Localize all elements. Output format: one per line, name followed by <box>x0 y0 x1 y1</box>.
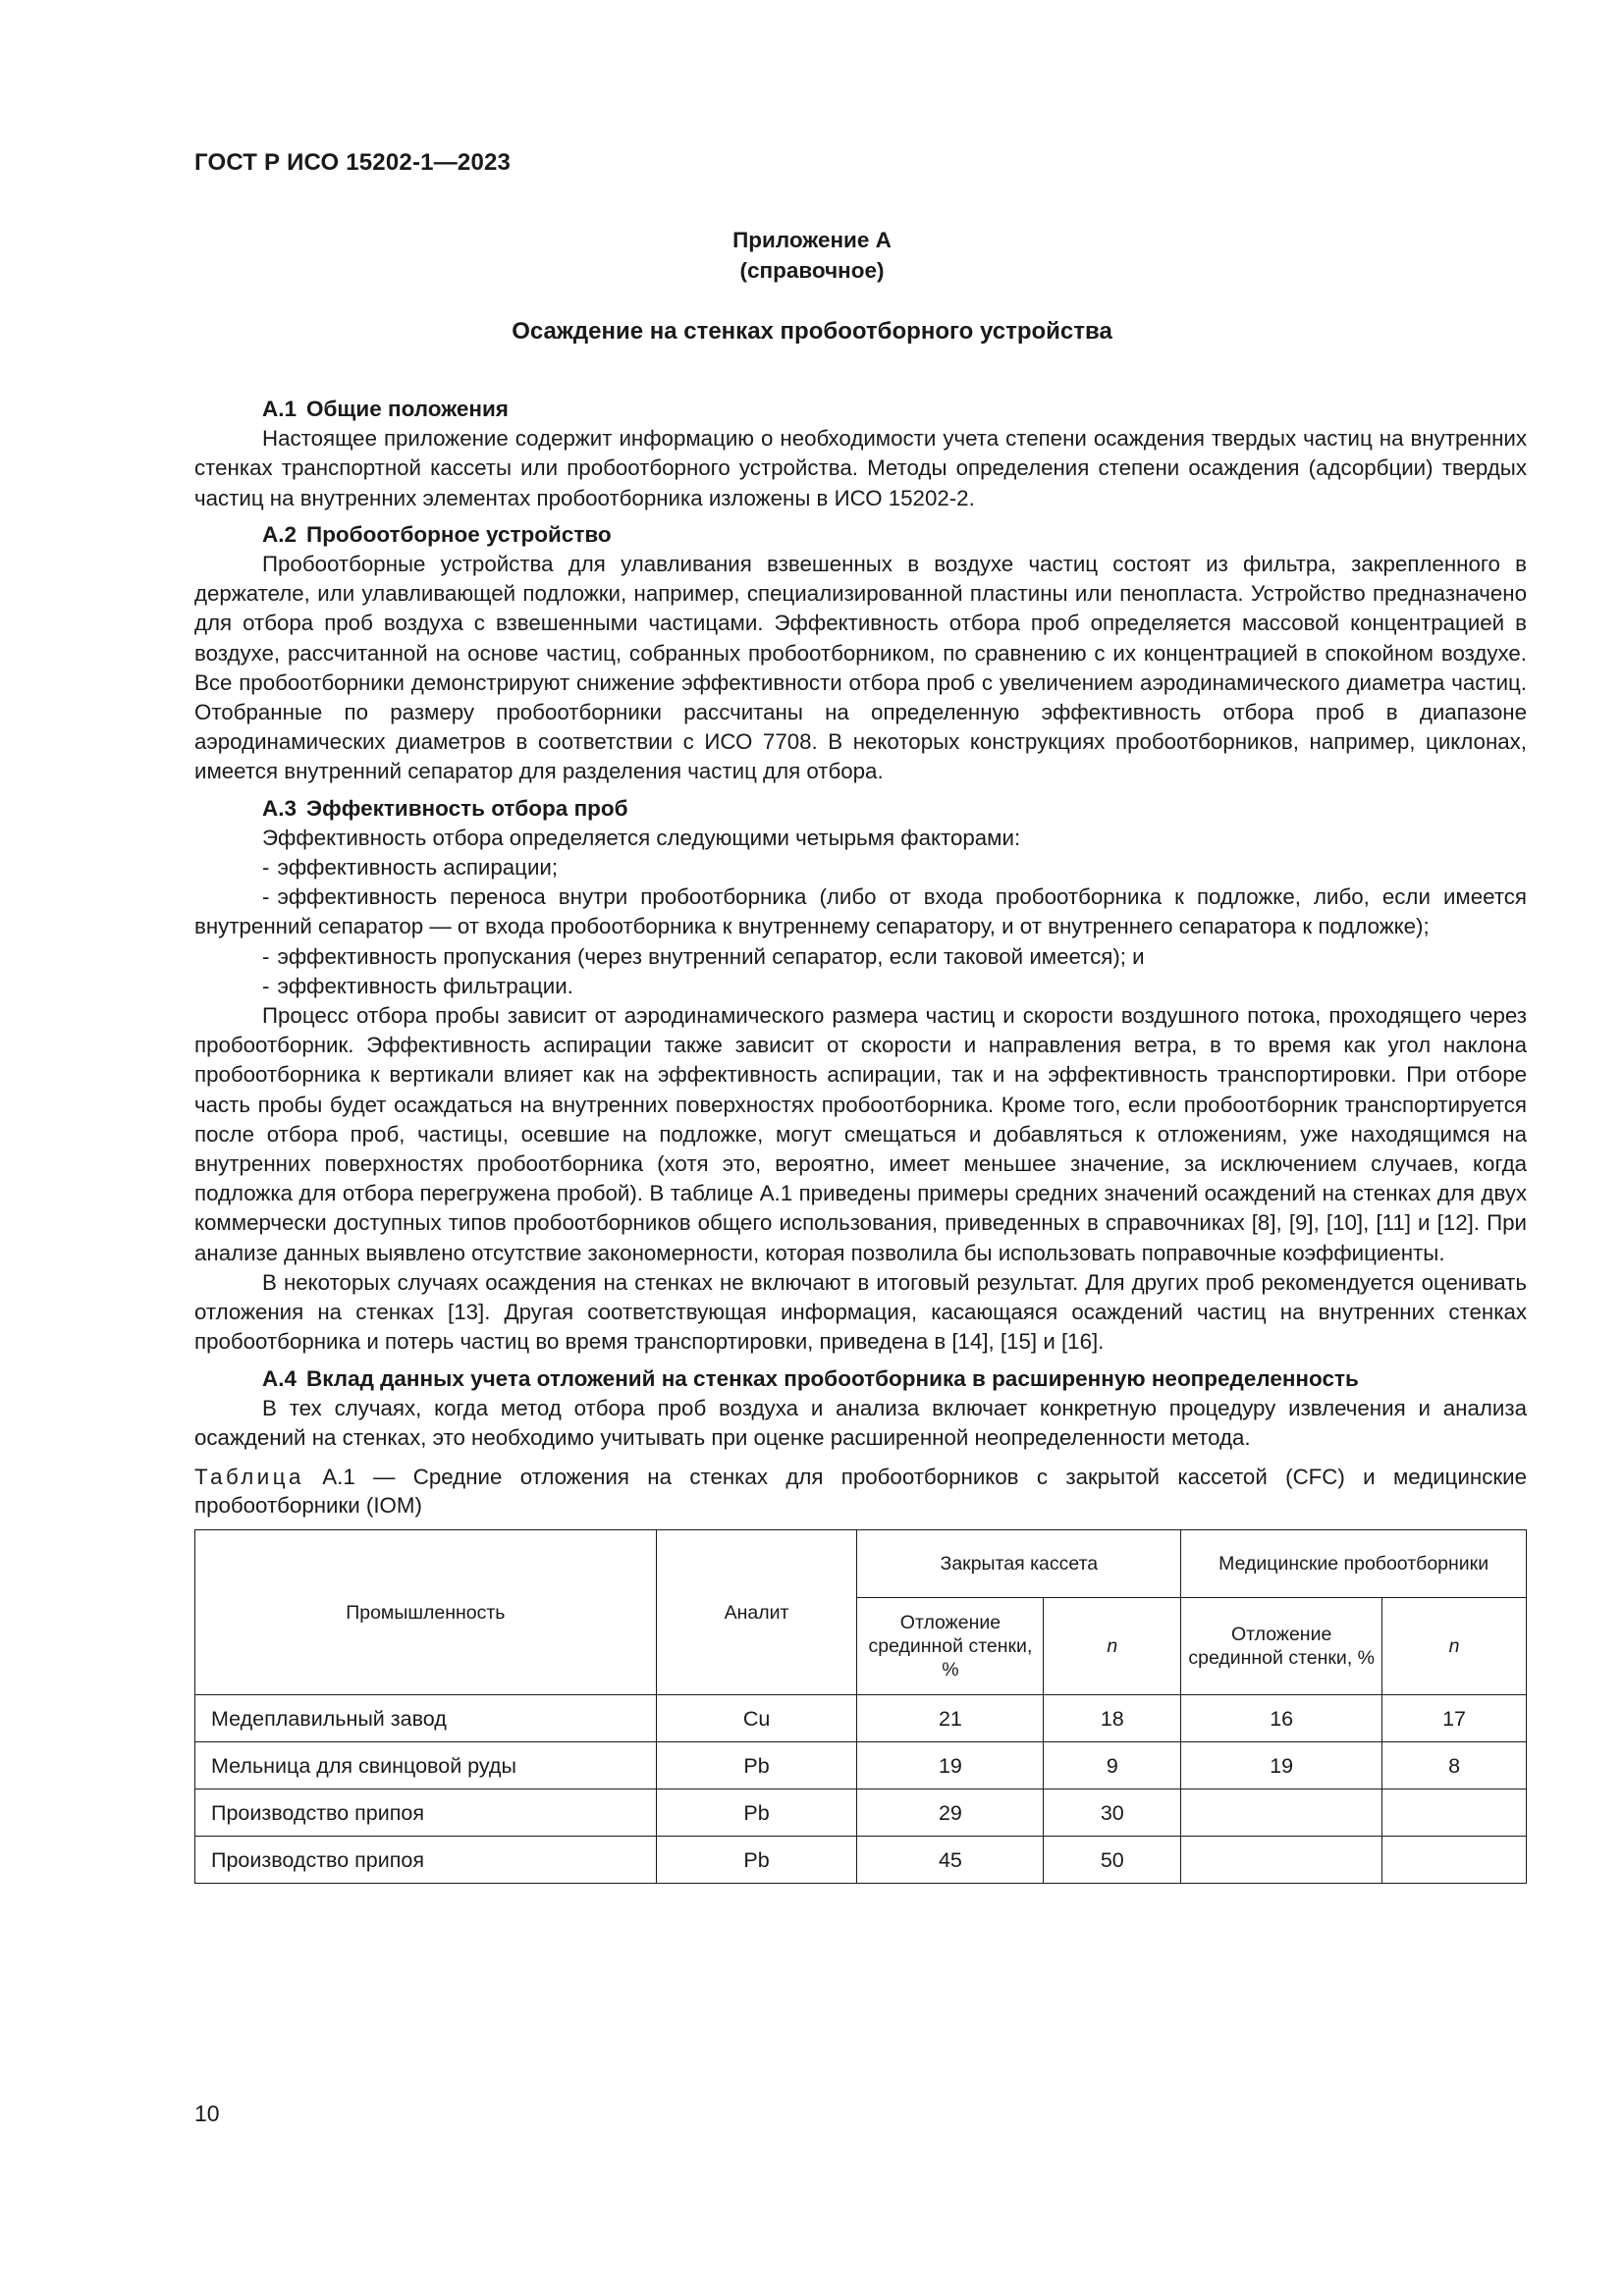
cell-analyte: Pb <box>656 1742 857 1789</box>
cell-industry: Производство припоя <box>195 1837 657 1884</box>
cell-cfc-deposit: 19 <box>857 1742 1044 1789</box>
table-row <box>195 1695 1527 1742</box>
section-title: Общие положения <box>306 397 509 421</box>
cell-cfc-n: 50 <box>1044 1837 1181 1884</box>
header-industry: Промышленность <box>195 1530 657 1695</box>
cell-iom-deposit <box>1181 1789 1382 1837</box>
annex-body <box>194 395 1527 1884</box>
list-item: - эффективность фильтрации. <box>262 973 573 998</box>
cell-industry: Мельница для свинцовой руды <box>195 1742 657 1789</box>
cell-industry: Производство припоя <box>195 1789 657 1837</box>
cell-analyte: Pb <box>656 1837 857 1884</box>
section-a1-paragraph: Настоящее приложение содержит информацию о необходимости учета степени осаждения твердых частиц на внутренних стенках транспортной кассеты или пробоотборного устройства. Методы определения степени осаждения (адсорбции) твердых частиц на внутренних элементах пробоотборника изложены в ИСО 15202-2. <box>194 426 1527 510</box>
standard-designation: ГОСТ Р ИСО 15202-1—2023 <box>194 149 512 176</box>
annex-heading: Осаждение на стенках пробоотборного устройства <box>512 318 1112 345</box>
table-caption-text: А.1 — Средние отложения на стенках для пробоотборников с закрытой кассетой (CFC) и медицинские пробоотборники (IOM) <box>194 1465 1527 1519</box>
list-item: - эффективность пропускания (через внутренний сепаратор, если таковой имеется); и <box>262 943 1145 969</box>
section-number: А.1 <box>262 397 298 421</box>
header-medical-samplers: Медицинские пробоотборники <box>1181 1530 1527 1598</box>
section-title: Эффективность отбора проб <box>306 795 628 821</box>
section-a3-paragraph: Процесс отбора пробы зависит от аэродинамического размера частиц и скорости воздушного потока, проходящего через пробоотборник. Эффективность аспирации также зависит от скорости и направления ветра, в то время как угол наклона пробоотборника к вертикали влияет как на эффективность аспирации, так и на эффективность транспортировки. При отборе часть пробы будет осаждаться на внутренних поверхностях пробоотборника. Кроме того, если пробоотборник транспортируется после отбора проб, частицы, осевшие на подложке, могут смещаться и добавляться к отложениям, уже находящимся на внутренних поверхностях пробоотборника (хотя это, вероятно, имеет меньшее значение, за исключением случаев, когда подложка для отбора перегружена пробой). В таблице А.1 приведены примеры средних значений осаждений на стенках для двух коммерчески доступных типов пробоотборников общего использования, приведенных в справочниках [8], [9], [10], [11] и [12]. При анализе данных выявлено отсутствие закономерности, которая позволила бы использовать поправочные коэффициенты. <box>194 1003 1527 1265</box>
cell-iom-deposit: 19 <box>1181 1742 1382 1789</box>
cell-cfc-n: 30 <box>1044 1789 1181 1837</box>
cell-iom-n <box>1382 1789 1527 1837</box>
section-a4-heading <box>194 1364 1527 1394</box>
section-a3-intro: Эффективность отбора определяется следующими четырьмя факторами: <box>262 825 1021 850</box>
section-a2-heading <box>194 520 1527 550</box>
header-analyte: Аналит <box>656 1530 857 1695</box>
header-cfc-n: n <box>1044 1598 1181 1695</box>
section-title: Вклад данных учета отложений на стенках пробоотборника в расширенную неопределенность <box>306 1365 1359 1391</box>
wall-deposit-table <box>194 1529 1527 1884</box>
section-a2-paragraph: Пробоотборные устройства для улавливания взвешенных в воздухе частиц состоят из фильтра, закрепленного в держателе, или улавливающей подложки, например, специализированной пластины или пенопласта. Устройство предназначено для отбора проб воздуха с взвешенными частицами. Эффективность отбора проб определяется массовой концентрацией в воздухе, рассчитанной на основе частиц, собранных пробоотборником, по сравнению с их концентрацией в спокойном воздухе. Все пробоотборники демонстрируют снижение эффективности отбора проб с увеличением аэродинамического диаметра частиц. Отобранные по размеру пробоотборники рассчитаны на определенную эффективность отбора проб в диапазоне аэродинамических диаметров в соответствии с ИСО 7708. В некоторых конструкциях пробоотборников, например, циклонах, имеется внутренний сепаратор для разделения частиц для отбора. <box>194 552 1527 784</box>
annex-title: Приложение А <box>732 228 892 252</box>
cell-analyte: Pb <box>656 1789 857 1837</box>
table-row <box>195 1742 1527 1789</box>
section-a3-paragraph: В некоторых случаях осаждения на стенках не включают в итоговый результат. Для других проб рекомендуется оценивать отложения на стенках [13]. Другая соответствующая информация, касающаяся осаждений частиц на внутренних стенках пробоотборника и потерь частиц во время транспортировки, приведена в [14], [15] и [16]. <box>194 1269 1527 1355</box>
header-cfc-deposit: Отложение срединной стенки, % <box>857 1598 1044 1695</box>
section-number: А.3 <box>262 795 298 821</box>
list-item: - эффективность аспирации; <box>262 855 559 881</box>
cell-iom-n: 8 <box>1382 1742 1527 1789</box>
section-a1-heading <box>194 395 1527 424</box>
cell-industry: Медеплавильный завод <box>195 1695 657 1742</box>
header-iom-n: n <box>1382 1598 1527 1695</box>
section-number: А.2 <box>262 521 298 547</box>
factor-list <box>194 853 1527 1001</box>
cell-iom-n <box>1382 1837 1527 1884</box>
cell-cfc-n: 9 <box>1044 1742 1181 1789</box>
cell-cfc-deposit: 29 <box>857 1789 1044 1837</box>
cell-cfc-deposit: 45 <box>857 1837 1044 1884</box>
cell-iom-n: 17 <box>1382 1695 1527 1742</box>
section-number: А.4 <box>262 1365 298 1391</box>
cell-iom-deposit: 16 <box>1181 1695 1382 1742</box>
section-a4-paragraph: В тех случаях, когда метод отбора проб воздуха и анализа включает конкретную процедуру извлечения и анализа осаждений на стенках, это необходимо учитывать при оценке расширенной неопределенности метода. <box>194 1395 1527 1450</box>
section-a3-heading <box>194 794 1527 824</box>
header-closed-cassette: Закрытая кассета <box>857 1530 1181 1598</box>
cell-cfc-deposit: 21 <box>857 1695 1044 1742</box>
cell-cfc-n: 18 <box>1044 1695 1181 1742</box>
cell-iom-deposit <box>1181 1837 1382 1884</box>
page-number: 10 <box>194 2101 220 2126</box>
table-caption <box>194 1463 1527 1520</box>
table-caption-label: Таблица <box>194 1465 304 1490</box>
cell-analyte: Cu <box>656 1695 857 1742</box>
list-item: - эффективность переноса внутри пробоотборника (либо от входа пробоотборника к подложке, либо, если имеется внутренний сепаратор — от входа пробоотборника к внутреннему сепаратору, и от внутреннего сепаратора к подложке); <box>194 884 1527 939</box>
annex-type: (справочное) <box>739 258 885 283</box>
section-title: Пробоотборное устройство <box>306 521 612 547</box>
header-iom-deposit: Отложение срединной стенки, % <box>1181 1598 1382 1695</box>
table-row <box>195 1837 1527 1884</box>
table-row <box>195 1789 1527 1837</box>
